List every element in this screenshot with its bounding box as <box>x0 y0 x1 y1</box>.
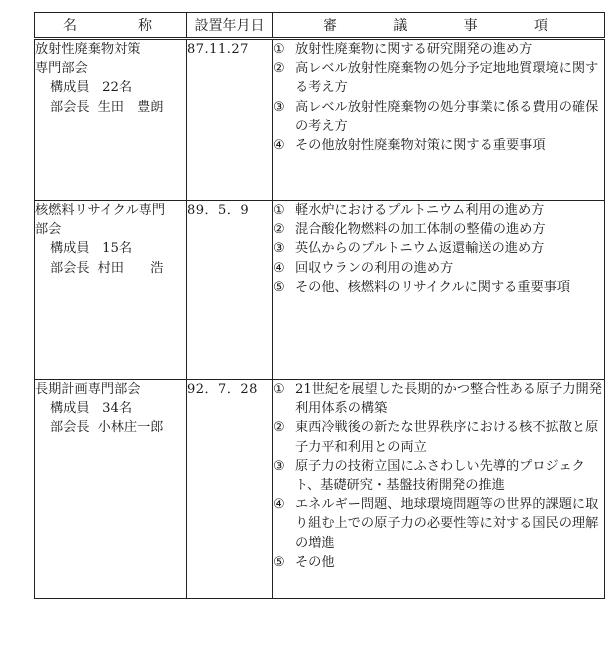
committee-table <box>34 12 605 599</box>
item-text: 原子力の技術立国にふさわしい先導的プロジェクト、基礎研究・基盤技術開発の推進 <box>295 458 585 494</box>
chair-name: 村田 浩 <box>97 260 164 276</box>
header-name <box>35 13 187 39</box>
members-count: 34名 <box>102 401 133 417</box>
item-number: ④ <box>273 138 285 154</box>
list-item <box>273 259 604 278</box>
item-number: ② <box>273 61 285 77</box>
item-text: 21世紀を展望した長期的かつ整合性ある原子力開発利用体系の構築 <box>295 382 602 417</box>
item-text: 東西冷戦後の新たな世界秩序における核不拡散と原子力平和利用との両立 <box>295 420 599 455</box>
members-label: 構成員 <box>50 241 90 257</box>
item-number: ① <box>273 203 285 218</box>
matters-cell <box>273 380 605 599</box>
list-item <box>273 136 604 155</box>
list-item <box>273 457 604 495</box>
list-item <box>273 553 604 572</box>
chair-label: 部会長 <box>50 260 90 276</box>
item-text: 回収ウランの利用の進め方 <box>295 260 454 276</box>
members-count: 15名 <box>102 241 133 257</box>
item-number: ④ <box>273 497 285 513</box>
committee-name-line: 部会 <box>35 222 62 238</box>
item-text: その他 <box>295 554 335 570</box>
item-text: エネルギー問題、地球環境問題等の世界的課題に取り組む上での原子力の必要性等に対する国民の理解の増進 <box>295 497 599 551</box>
established-date: 89．5．9 <box>187 201 273 380</box>
item-number: ⑤ <box>273 279 285 295</box>
list-item <box>273 278 604 297</box>
list-item <box>273 380 604 418</box>
item-text: その他、核燃料のリサイクルに関する重要事項 <box>295 279 571 295</box>
matters-cell <box>273 201 605 380</box>
chair-label: 部会長 <box>50 99 90 115</box>
item-number: ② <box>273 222 285 238</box>
chair-name: 生田 豊朗 <box>97 99 164 115</box>
members-count: 22名 <box>102 80 133 96</box>
item-number: ① <box>273 382 285 397</box>
item-text: 高レベル放射性廃棄物の処分予定地地質環境に関する考え方 <box>295 61 599 96</box>
list-item <box>273 495 604 553</box>
committee-name-cell <box>35 39 187 201</box>
header-matter-char: 項 <box>533 18 548 34</box>
list-item <box>273 418 604 456</box>
chair-name: 小林庄一郎 <box>97 420 164 436</box>
committee-name-line: 放射性廃棄物対策 <box>35 42 141 57</box>
members-label: 構成員 <box>50 401 90 417</box>
item-number: ③ <box>273 241 285 257</box>
list-item <box>273 98 604 136</box>
item-number: ③ <box>273 458 285 474</box>
table-row <box>35 201 605 380</box>
committee-name-cell <box>35 380 187 599</box>
header-matter-char: 事 <box>463 18 478 34</box>
header-name-char: 名 <box>63 18 77 34</box>
chair-line <box>35 259 186 278</box>
header-matter-char: 審 <box>323 18 337 34</box>
item-number: ④ <box>273 260 285 276</box>
item-text: その他放射性廃棄物対策に関する重要事項 <box>295 138 546 154</box>
chair-label: 部会長 <box>50 420 90 436</box>
table-row <box>35 380 605 599</box>
list-item <box>273 40 604 59</box>
list-item <box>273 239 604 258</box>
header-name-char: 称 <box>138 18 152 34</box>
list-item <box>273 220 604 239</box>
established-date: 87.11.27 <box>187 39 273 201</box>
header-date: 設置年月日 <box>187 13 273 39</box>
item-number: ③ <box>273 99 285 115</box>
committee-name-line: 核燃料リサイクル専門 <box>35 203 166 218</box>
item-number: ⑤ <box>273 554 285 570</box>
chair-line <box>35 418 186 437</box>
table-row <box>35 39 605 201</box>
committee-name-line: 専門部会 <box>35 61 88 77</box>
item-number: ① <box>273 42 285 57</box>
matters-cell <box>273 39 605 201</box>
members-line <box>35 239 186 258</box>
chair-line <box>35 98 186 117</box>
item-text: 英仏からのプルトニウム返還輸送の進め方 <box>295 241 545 257</box>
members-line <box>35 399 186 418</box>
list-item <box>273 201 604 220</box>
header-matter-char: 議 <box>393 18 408 34</box>
members-label: 構成員 <box>50 80 90 96</box>
item-text: 放射性廃棄物に関する研究開発の進め方 <box>295 42 533 57</box>
header-matters <box>273 13 605 39</box>
item-text: 混合酸化物燃料の加工体制の整備の進め方 <box>295 222 546 238</box>
item-number: ② <box>273 420 285 436</box>
item-text: 軽水炉におけるプルトニウム利用の進め方 <box>295 203 545 218</box>
members-line <box>35 78 186 97</box>
item-text: 高レベル放射性廃棄物の処分事業に係る費用の確保の考え方 <box>295 99 599 134</box>
committee-name-line: 長期計画専門部会 <box>35 382 141 397</box>
table-header-row <box>35 13 605 39</box>
established-date: 92．7．28 <box>187 380 273 599</box>
committee-name-cell <box>35 201 187 380</box>
list-item <box>273 59 604 97</box>
